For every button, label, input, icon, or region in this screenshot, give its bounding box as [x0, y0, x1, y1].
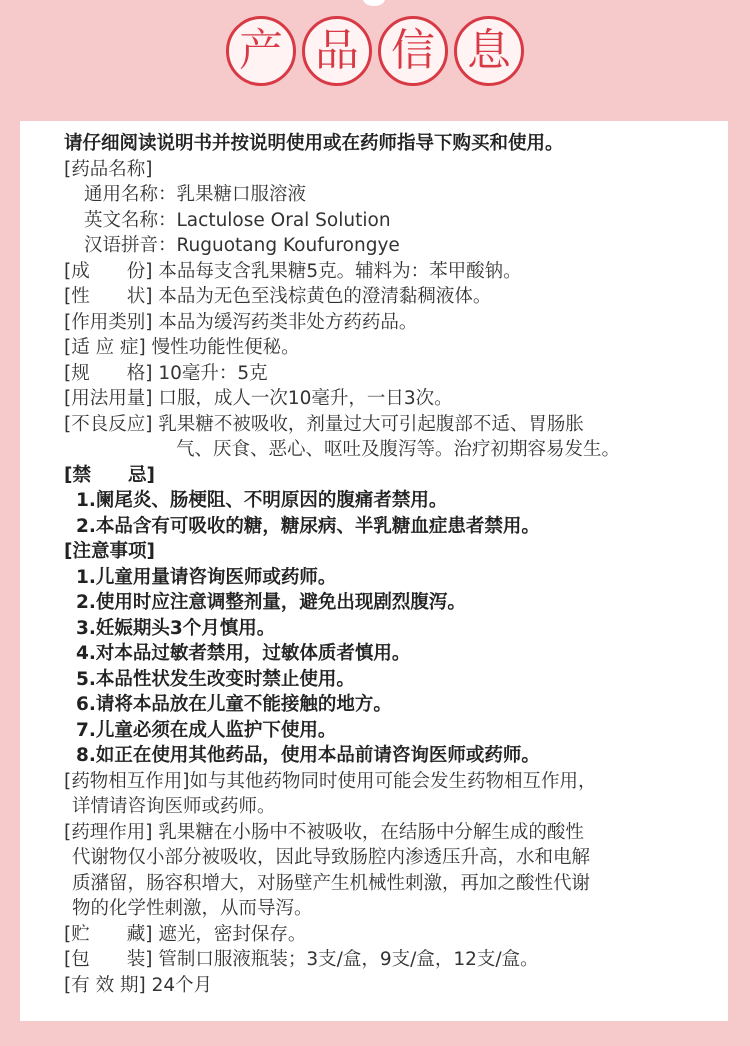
interaction-continuation: 详情请咨询医师或药师。 [72, 796, 276, 817]
interaction-row [64, 769, 704, 795]
list-item: 2.本品含有可吸收的糖，糖尿病、半乳糖血症患者禁用。 [76, 515, 540, 537]
title-char: 产 [226, 16, 296, 86]
appearance-label: [性 状] [64, 286, 153, 307]
dosage-value: 口服，成人一次10毫升，一日3次。 [158, 388, 453, 409]
spec-label: [规 格] [64, 362, 153, 384]
adverse-row [64, 412, 704, 438]
page-title [0, 16, 750, 86]
category-label: [作用类别] [64, 311, 153, 333]
precautions-header: [注意事项] [64, 541, 155, 562]
english-name: 英文名称：Lactulose Oral Solution [84, 209, 391, 231]
top-decoration [363, 0, 385, 6]
indications-value: 慢性功能性便秘。 [151, 337, 300, 358]
pharmacology-row [64, 820, 704, 846]
drug-name-header: [药品名称] [64, 158, 153, 180]
list-item: 2.使用时应注意调整剂量，避免出现剧烈腹泻。 [76, 592, 466, 613]
pharmacology-continuation: 代谢物仅小部分被吸收，因此导致肠腔内渗透压升高，水和电解 [72, 847, 591, 868]
spec-value: 10毫升：5克 [158, 362, 268, 384]
category-value: 本品为缓泻药类非处方药药品。 [158, 311, 418, 333]
package-value: 管制口服液瓶装；3支/盒，9支/盒，12支/盒。 [158, 949, 539, 970]
title-char: 息 [454, 16, 524, 86]
expiry-value: 24个月 [151, 974, 213, 996]
list-item: 1.阑尾炎、肠梗阻、不明原因的腹痛者禁用。 [76, 490, 448, 511]
package-row [64, 947, 704, 973]
pharmacology-value: 乳果糖在小肠中不被吸收，在结肠中分解生成的酸性 [158, 821, 584, 843]
adverse-value: 乳果糖不被吸收，剂量过大可引起腹部不适、胃肠胀 [158, 413, 584, 435]
appearance-row [64, 284, 704, 310]
list-item: 6.请将本品放在儿童不能接触的地方。 [76, 694, 392, 715]
adverse-label: [不良反应] [64, 413, 153, 435]
list-item: 1.儿童用量请咨询医师或药师。 [76, 566, 337, 588]
leaflet-content [64, 131, 704, 998]
storage-value: 遮光，密封保存。 [158, 923, 307, 945]
package-label: [包 装] [64, 949, 153, 970]
dosage-label: [用法用量] [64, 388, 153, 409]
indications-label: [适 应 症] [64, 337, 146, 358]
storage-row [64, 922, 704, 948]
spec-row [64, 361, 704, 387]
interaction-label: [药物相互作用] [64, 770, 190, 792]
appearance-value: 本品为无色至浅棕黄色的澄清黏稠液体。 [158, 286, 492, 307]
interaction-value: 如与其他药物同时使用可能会发生药物相互作用， [189, 770, 597, 792]
pinyin-name: 汉语拼音：Ruguotang Koufurongye [84, 235, 400, 256]
pharmacology-continuation: 物的化学性刺激，从而导泻。 [72, 898, 313, 919]
ingredients-label: [成 份] [64, 260, 153, 282]
list-item: 5.本品性状发生改变时禁止使用。 [76, 668, 355, 690]
dosage-row [64, 386, 704, 412]
generic-name: 通用名称：乳果糖口服溶液 [84, 184, 307, 205]
storage-label: [贮 藏] [64, 923, 153, 945]
category-row [64, 310, 704, 336]
list-item: 3.妊娠期头3个月慎用。 [76, 617, 276, 639]
list-item: 7.儿童必须在成人监护下使用。 [76, 719, 337, 741]
ingredients-value: 本品每支含乳果糖5克。辅料为：苯甲酸钠。 [158, 260, 522, 282]
ingredients-row [64, 259, 704, 285]
indications-row [64, 335, 704, 361]
list-item: 8.如正在使用其他药品，使用本品前请咨询医师或药师。 [76, 745, 540, 766]
contraindications-header: [禁 忌] [64, 464, 155, 486]
expiry-row [64, 973, 704, 999]
pharmacology-continuation: 质潴留，肠容积增大，对肠壁产生机械性刺激，再加之酸性代谢 [72, 872, 591, 894]
notice-text: 请仔细阅读说明书并按说明使用或在药师指导下购买和使用。 [64, 133, 564, 154]
expiry-label: [有 效 期] [64, 974, 146, 996]
adverse-continuation: 气、厌食、恶心、呕吐及腹泻等。治疗初期容易发生。 [176, 439, 621, 460]
list-item: 4.对本品过敏者禁用，过敏体质者慎用。 [76, 643, 411, 664]
title-char: 信 [378, 16, 448, 86]
title-char: 品 [302, 16, 372, 86]
pharmacology-label: [药理作用] [64, 821, 153, 843]
